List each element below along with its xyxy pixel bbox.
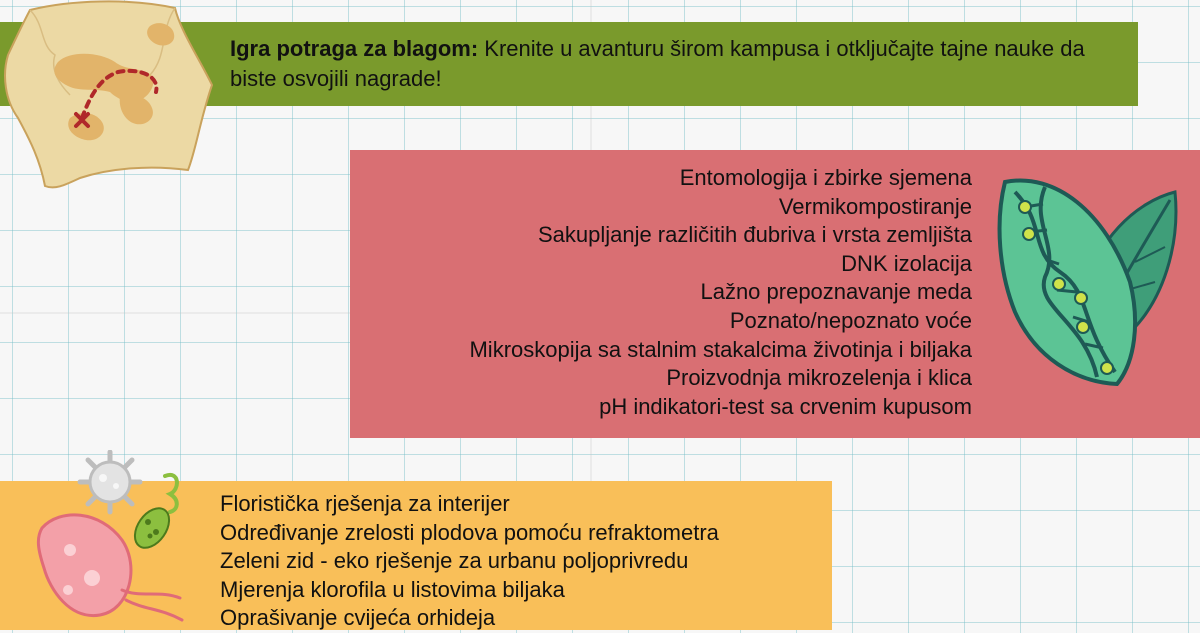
treasure-hunt-title: Igra potraga za blagom: (230, 36, 479, 61)
microbes-icon (30, 450, 210, 630)
leaf-dna-icon (985, 172, 1185, 392)
list-item: Određivanje zrelosti plodova pomoću refraktometra (220, 519, 719, 545)
list-item: Floristička rješenja za interijer (220, 491, 510, 516)
list-item: pH indikatori-test sa crvenim kupusom (599, 393, 972, 419)
list-item: Mjerenja klorofila u listovima biljaka (220, 576, 565, 602)
treasure-map-icon (0, 0, 225, 195)
list-item: Sakupljanje različitih đubriva i vrsta zemljišta (537, 222, 972, 248)
treasure-hunt-description: Krenite u avanturu širom kampusa i otključajte tajne nauke da biste osvojili nagrade! (230, 36, 1085, 91)
list-item: Entomologija i zbirke sjemena (679, 165, 972, 190)
list-item: DNK izolacija (841, 250, 972, 276)
list-item: Proizvodnja mikrozelenja i klica (666, 365, 972, 391)
list-item: Zeleni zid - eko rješenje za urbanu poljoprivredu (220, 548, 689, 573)
activities-list-yellow (220, 490, 830, 633)
list-item: Oprašivanje cvijeća orhideja (220, 605, 496, 630)
treasure-hunt-text (230, 34, 1130, 94)
list-item: Mikroskopija sa stalnim stakalcima životinja i biljaka (469, 336, 972, 362)
list-item: Vermikompostiranje (778, 193, 972, 219)
list-item: Lažno prepoznavanje meda (700, 279, 972, 305)
activities-list-red (360, 164, 972, 421)
list-item: Poznato/nepoznato voće (729, 307, 972, 333)
